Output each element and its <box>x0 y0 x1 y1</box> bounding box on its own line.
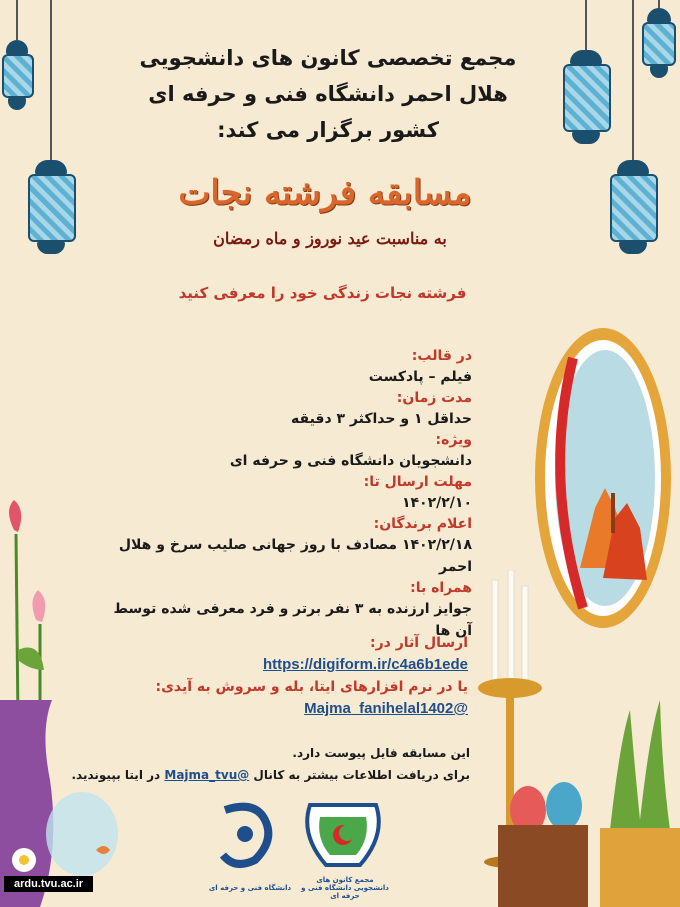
lantern-right-top <box>642 0 676 78</box>
detail-label-winners: اعلام برندگان: <box>373 516 472 532</box>
detail-value-format: فیلم – پادکست <box>368 369 472 385</box>
detail-value-deadline: ۱۴۰۲/۲/۱۰ <box>401 495 472 511</box>
detail-label-prizes: همراه با: <box>410 580 472 596</box>
detail-label-format: در قالب: <box>411 348 472 364</box>
university-logo-caption: دانشگاه فنی و حرفه ای <box>208 884 292 892</box>
submission-section <box>48 632 468 720</box>
submission-handle-link[interactable]: @Majma_fanihelal1402 <box>304 700 468 717</box>
contest-occasion: به مناسبت عید نوروز و ماه رمضان <box>213 229 447 248</box>
submission-apps-text: یا در نرم افزارهای ایتا، بله و سروش به آیدی: <box>155 679 468 695</box>
contest-tagline: فرشته نجات زندگی خود را معرفی کنید <box>178 284 467 302</box>
submission-label: ارسال آثار در: <box>370 635 468 651</box>
detail-value-winners: ۱۴۰۲/۲/۱۸ مصادف با روز جهانی صلیب سرخ و هلال احمر <box>118 537 472 575</box>
fishbowl-illustration <box>42 780 122 880</box>
contest-title: مسابقه فرشته نجات <box>178 173 472 213</box>
channel-handle-link[interactable]: @Majma_tvu <box>164 768 250 782</box>
detail-label-deadline: مهلت ارسال تا: <box>363 474 472 490</box>
detail-value-audience: دانشجویان دانشگاه فنی و حرفه ای <box>229 453 472 469</box>
university-logo <box>215 800 285 870</box>
contest-details <box>92 346 472 642</box>
detail-value-prizes: جوایز ارزنده به ۳ نفر برتر و فرد معرفی شده توسط آن ها <box>113 601 472 639</box>
heading-line-2: هلال احمر دانشگاه فنی و حرفه ای <box>148 82 508 106</box>
channel-suffix: در ایتا بپیوندید. <box>71 768 161 782</box>
sabzeh-illustration <box>600 700 680 907</box>
association-logo <box>300 795 386 875</box>
lantern-left <box>28 0 74 254</box>
submission-link[interactable]: https://digiform.ir/c4a6b1ede <box>262 656 468 673</box>
attachment-note: این مسابقه فایل پیوست دارد. <box>292 746 470 760</box>
channel-prefix: برای دریافت اطلاعات بیشتر به کانال <box>253 768 470 782</box>
site-watermark: ardu.tvu.ac.ir <box>4 876 93 892</box>
association-logo-caption: مجمع کانون های دانشجویی دانشگاه فنی و حرفه ای <box>301 876 389 900</box>
organizer-heading <box>118 40 538 148</box>
lantern-left-small <box>2 0 32 110</box>
eggs-illustration <box>498 770 598 907</box>
lantern-right <box>563 0 609 144</box>
detail-label-duration: مدت زمان: <box>396 390 472 406</box>
footer-notes <box>30 742 470 786</box>
detail-value-duration: حداقل ۱ و حداکثر ۳ دقیقه <box>291 411 472 427</box>
detail-label-audience: ویژه: <box>435 432 472 448</box>
heading-line-1: مجمع تخصصی کانون های دانشجویی <box>139 46 517 70</box>
heading-line-3: کشور برگزار می کند: <box>217 118 439 142</box>
channel-note <box>30 764 470 786</box>
